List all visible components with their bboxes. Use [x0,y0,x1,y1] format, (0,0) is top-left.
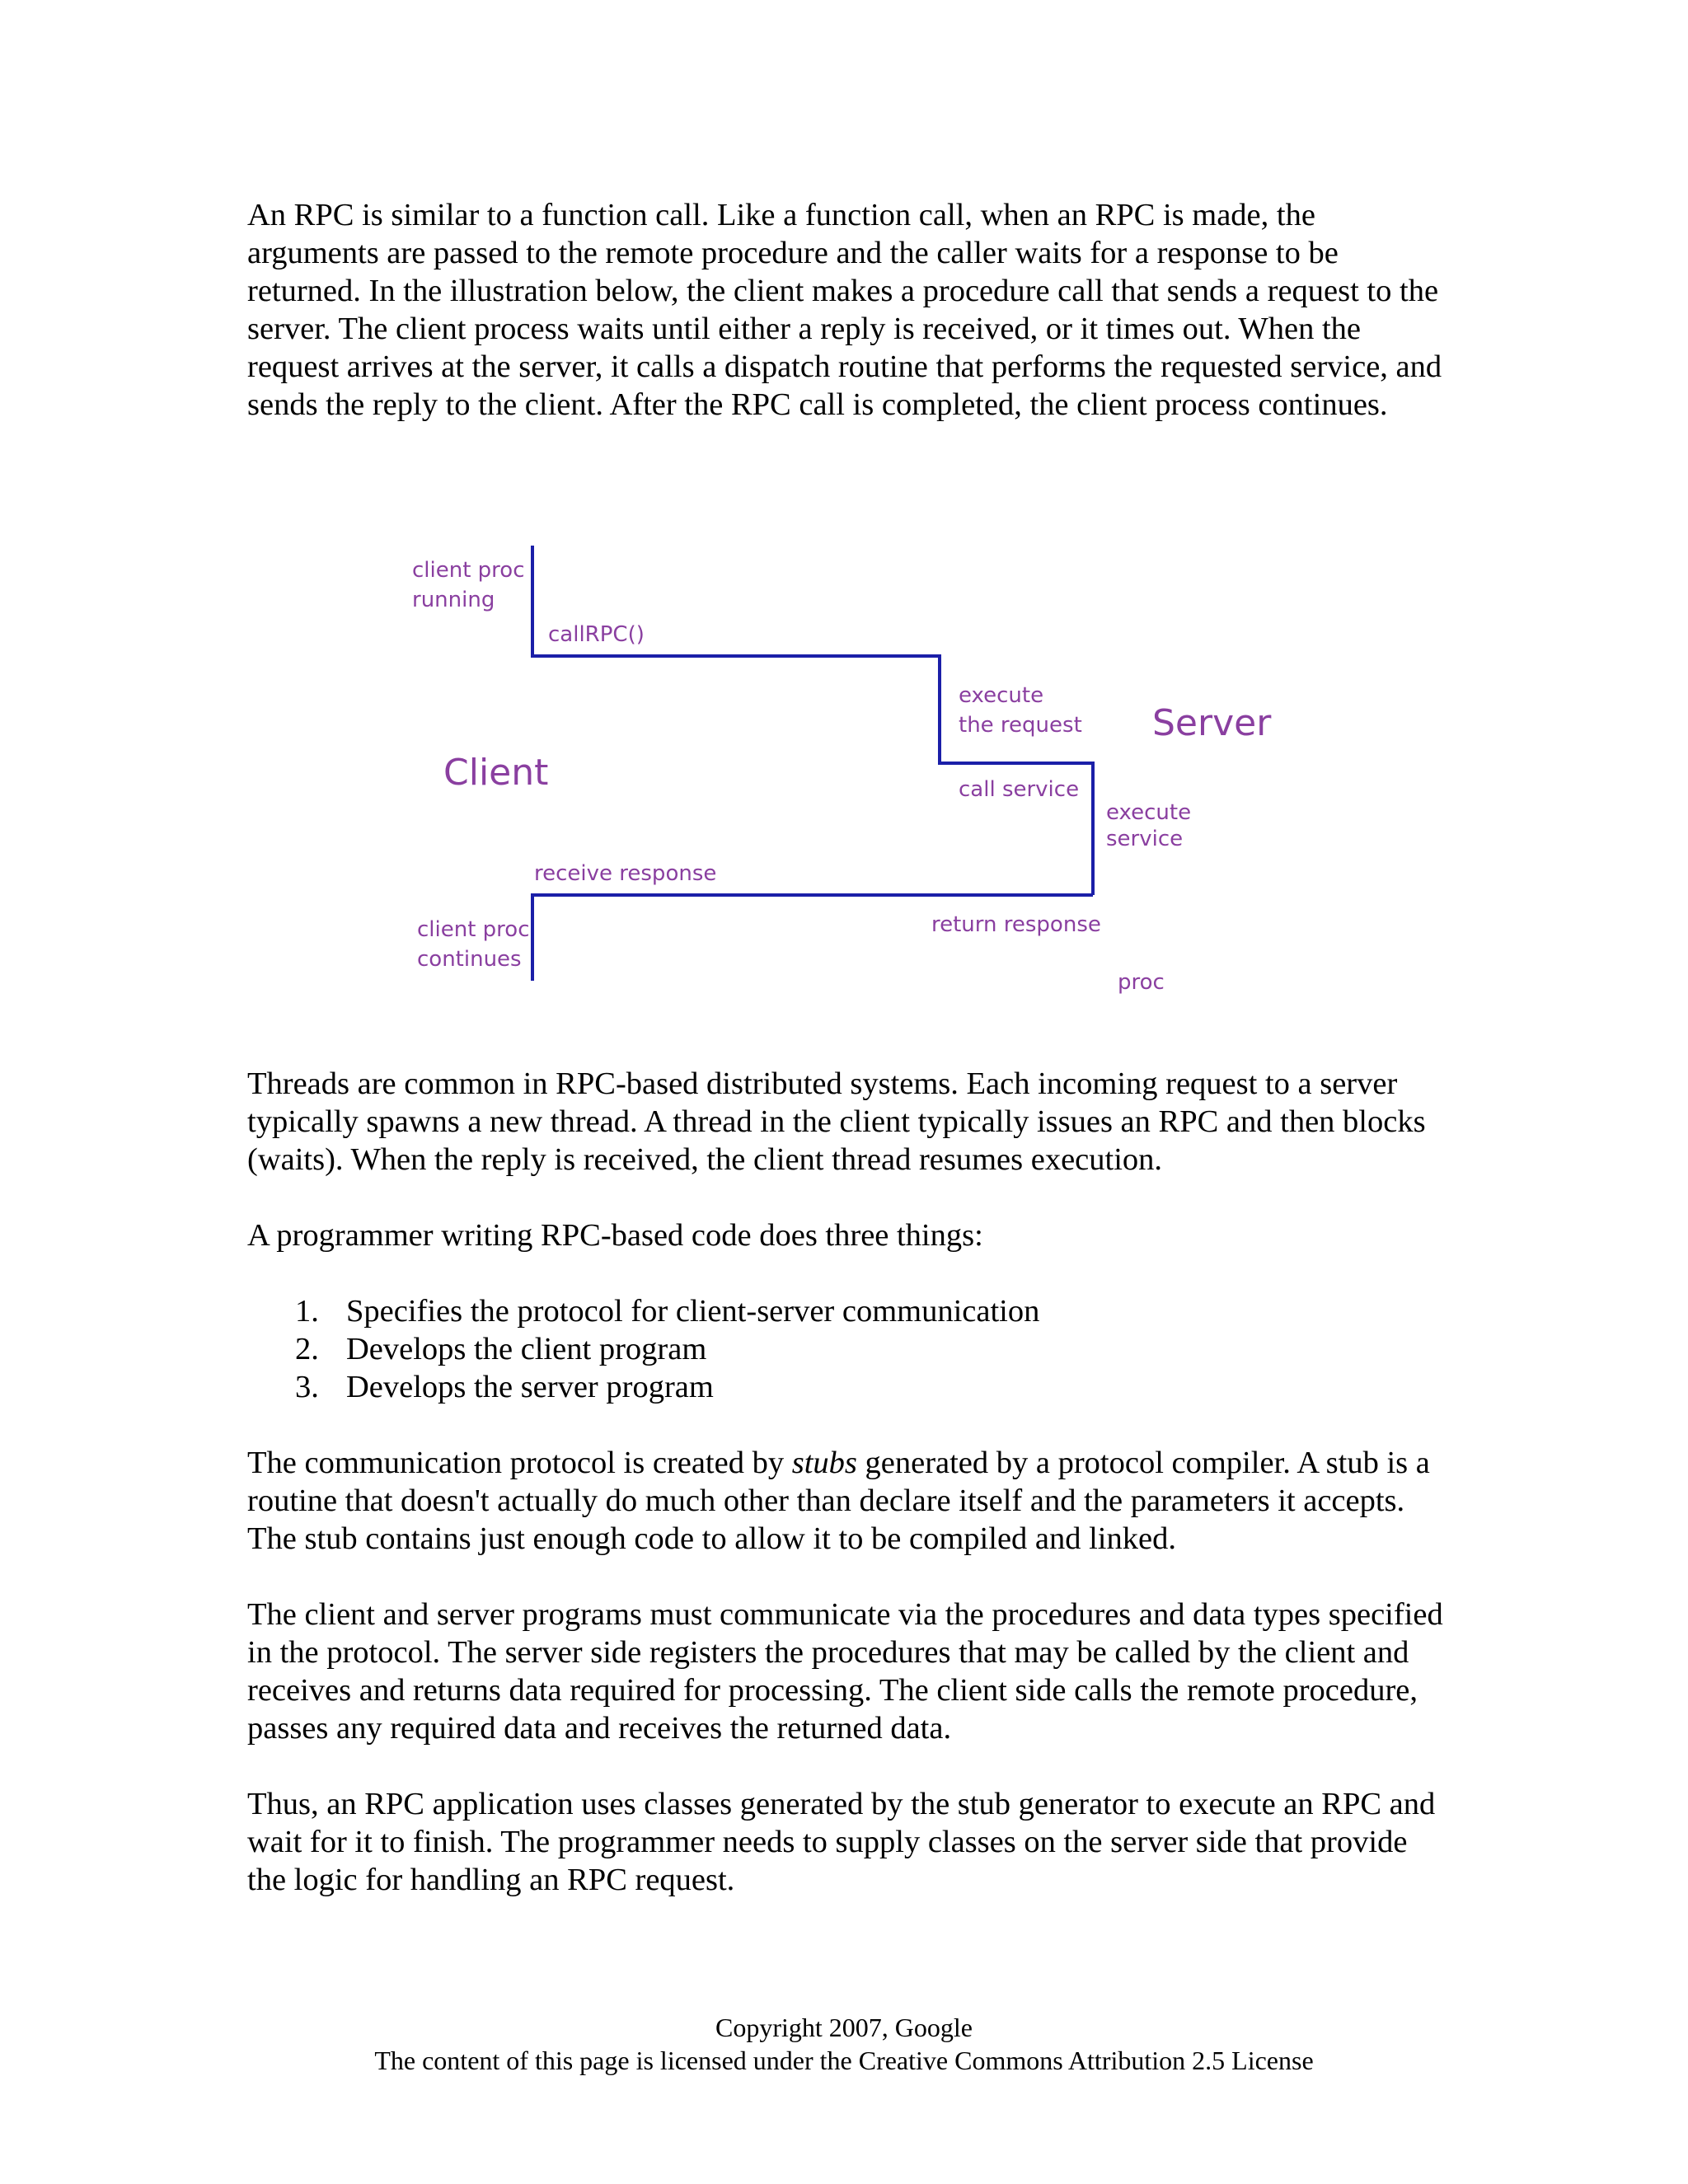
client-label: Client [443,752,549,794]
list-item [247,1330,1451,1368]
programs-paragraph: The client and server programs must communicate via the procedures and data types specified in the protocol. The server side registers the procedures that may be called by the client and receives and returns data required for processing. The client side calls the remote procedure, passes any required data and receives the returned data. [247,1597,1443,1746]
stubs-paragraph [247,1444,1451,1558]
thus-paragraph: Thus, an RPC application uses classes generated by the stub generator to execute an RPC and wait for it to finish. The programmer needs to supply classes on the server side that provide the logic for handling an RPC request. [247,1787,1436,1897]
list-item [247,1368,1451,1406]
proc-label: proc [1118,970,1165,995]
client-proc-continues-line1: client proc [417,917,530,942]
list-item-text: Develops the server program [346,1370,714,1404]
copyright-footer: Copyright 2007, Google [715,2013,973,2042]
stubs-text-before: The communication protocol is created by [247,1446,792,1480]
client-proc-running-line1: client proc [412,558,525,583]
list-item [247,1292,1451,1330]
execute-service-line1: execute [1106,800,1192,825]
execute-request-label [959,683,1082,738]
return-response-line [532,895,1093,981]
execute-service-line2: service [1106,827,1184,851]
list-item-number: 1. [295,1294,319,1329]
threads-paragraph: Threads are common in RPC-based distributed systems. Each incoming request to a server typically spawns a new thread. A thread in the client typically issues an RPC and then blocks (waits). When the reply is received, the client thread resumes execution. [247,1066,1426,1177]
stubs-emphasis: stubs [791,1446,857,1480]
steps-list [247,1292,1451,1406]
list-item-text: Develops the client program [346,1332,707,1366]
call-service-label: call service [959,777,1080,802]
rpc-sequence-diagram [396,527,1286,1005]
return-response-label: return response [931,912,1101,937]
call-rpc-label: callRPC() [548,622,645,647]
client-proc-continues-line2: continues [417,947,522,972]
execute-request-line2: the request [959,713,1082,738]
client-proc-running-label [412,558,532,612]
execute-request-line1: execute [959,683,1044,708]
stubs-text-after: generated by a protocol compiler. A stub is a routine that doesn't actually do much other than declare itself and the parameters it accepts. The stub contains just enough code to allow it to be compiled and linked. [247,1446,1430,1556]
intro-paragraph: An RPC is similar to a function call. Like a function call, when an RPC is made, the arguments are passed to the remote procedure and the caller waits for a response to be returned. In the illustration below, the client makes a procedure call that sends a request to the server. The client process waits until either a reply is received, or it times out. When the request arrives at the server, it calls a dispatch routine that performs the requested service, and sends the reply to the client. After the RPC call is completed, the client process continues. [247,198,1442,422]
programmer-intro-paragraph: A programmer writing RPC-based code does three things: [247,1218,983,1253]
list-item-text: Specifies the protocol for client-server communication [346,1294,1040,1329]
receive-response-label: receive response [534,861,717,886]
list-item-number: 3. [295,1370,319,1404]
client-proc-continues-label [417,917,537,972]
execute-service-label [1106,800,1198,851]
license-footer: The content of this page is licensed under the Creative Commons Attribution 2.5 License [374,2046,1314,2075]
list-item-number: 2. [295,1332,319,1366]
server-label: Server [1152,702,1272,744]
client-proc-running-line2: running [412,588,495,612]
